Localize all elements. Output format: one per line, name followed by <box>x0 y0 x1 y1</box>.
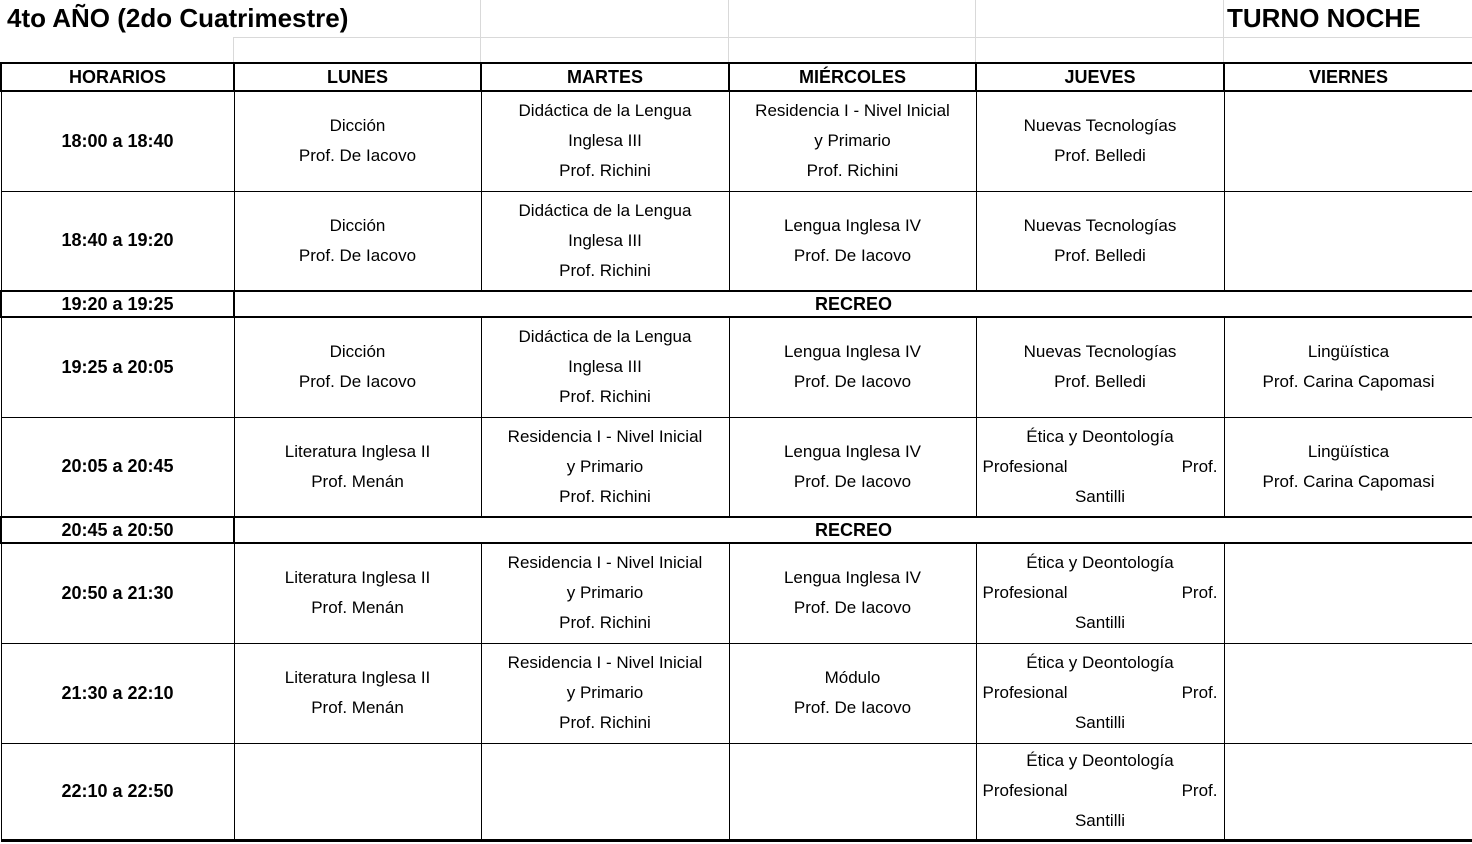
schedule-cell <box>234 643 481 743</box>
recreo-cell: RECREO <box>234 291 1472 317</box>
cell-line: Prof. Carina Capomasi <box>1262 372 1435 392</box>
cell-line: Lingüística <box>1307 342 1390 362</box>
schedule-cell <box>481 543 729 643</box>
schedule-cell <box>1224 91 1472 191</box>
gridline <box>975 0 976 62</box>
schedule-cell <box>976 317 1224 417</box>
schedule-cell <box>234 417 481 517</box>
time-cell: 19:25 a 20:05 <box>1 317 234 417</box>
cell-line <box>978 452 1223 482</box>
cell-line: Prof. De Iacovo <box>793 245 912 265</box>
cell-line: Prof. Belledi <box>1054 146 1146 166</box>
cell-line: Santilli <box>1074 811 1126 830</box>
cell-line: Módulo <box>824 668 881 687</box>
schedule-row <box>1 317 1472 417</box>
schedule-row <box>1 417 1472 517</box>
cell-line: Prof. Belledi <box>1054 372 1146 392</box>
schedule-row <box>1 743 1472 840</box>
gridline <box>1223 0 1224 62</box>
schedule-cell <box>976 543 1224 643</box>
cell-line: Nuevas Tecnologías <box>1023 116 1177 136</box>
cell-line-left: Profesional <box>982 781 1068 800</box>
cell-line: Literatura Inglesa II <box>284 441 431 461</box>
page-title: 4to AÑO (2do Cuatrimestre) <box>7 3 349 33</box>
schedule-cell <box>234 91 481 191</box>
cell-line: Ética y Deontología <box>1026 751 1174 770</box>
schedule-cell <box>234 743 481 840</box>
cell-line: Prof. Richini <box>559 486 651 506</box>
cell-line: Santilli <box>1074 613 1126 633</box>
cell-line: Literatura Inglesa II <box>284 668 431 687</box>
time-cell: 22:10 a 22:50 <box>1 743 234 840</box>
cell-line <box>978 678 1223 708</box>
cell-line: Prof. De Iacovo <box>298 372 417 392</box>
cell-line: Ética y Deontología <box>1026 426 1174 446</box>
cell-line: Prof. Belledi <box>1054 245 1146 265</box>
schedule-row <box>1 191 1472 291</box>
column-header: MARTES <box>481 63 729 91</box>
schedule-cell <box>481 317 729 417</box>
cell-line-right: Prof. <box>1181 583 1218 603</box>
schedule-cell <box>481 643 729 743</box>
schedule-cell <box>729 743 976 840</box>
time-cell: 20:45 a 20:50 <box>1 517 234 543</box>
cell-line-left: Profesional <box>982 583 1068 603</box>
schedule-row <box>1 543 1472 643</box>
cell-line: Prof. De Iacovo <box>298 146 417 166</box>
cell-line: y Primario <box>566 583 644 603</box>
title-area <box>0 0 1472 62</box>
gridline <box>728 0 729 62</box>
column-header: VIERNES <box>1224 63 1472 91</box>
cell-line: Residencia I - Nivel Inicial <box>755 101 950 121</box>
cell-line: Lengua Inglesa IV <box>783 441 922 461</box>
schedule-cell <box>729 317 976 417</box>
cell-line: Residencia I - Nivel Inicial <box>507 426 703 446</box>
cell-line: Ética y Deontología <box>1026 553 1174 573</box>
cell-line: Santilli <box>1074 713 1126 732</box>
cell-line: Prof. Richini <box>559 161 651 181</box>
schedule-cell <box>729 643 976 743</box>
schedule-cell <box>1224 643 1472 743</box>
time-cell: 20:50 a 21:30 <box>1 543 234 643</box>
cell-line: Didáctica de la Lengua <box>518 101 692 121</box>
schedule-cell <box>481 91 729 191</box>
schedule-cell <box>976 91 1224 191</box>
column-header: LUNES <box>234 63 481 91</box>
gridline <box>233 37 234 62</box>
cell-line: Prof. Menán <box>311 698 404 717</box>
cell-line: Prof. Richini <box>559 613 651 633</box>
schedule-cell <box>729 417 976 517</box>
schedule-cell <box>729 191 976 291</box>
column-header: MIÉRCOLES <box>729 63 976 91</box>
cell-line: Nuevas Tecnologías <box>1023 342 1177 362</box>
cell-line: Lengua Inglesa IV <box>783 342 922 362</box>
schedule-cell <box>1224 317 1472 417</box>
schedule-row <box>1 643 1472 743</box>
schedule-cell <box>481 417 729 517</box>
schedule-cell <box>481 743 729 840</box>
cell-line: Prof. De Iacovo <box>793 372 912 392</box>
schedule-cell <box>234 317 481 417</box>
time-cell: 18:40 a 19:20 <box>1 191 234 291</box>
cell-line: Prof. De Iacovo <box>793 471 912 491</box>
cell-line: Prof. Menán <box>311 598 404 618</box>
schedule-table <box>0 62 1472 842</box>
schedule-cell <box>976 417 1224 517</box>
cell-line: Ética y Deontología <box>1026 653 1174 672</box>
schedule-cell <box>481 191 729 291</box>
cell-line <box>978 578 1223 608</box>
shift-title: TURNO NOCHE <box>1227 3 1421 33</box>
schedule-cell <box>976 191 1224 291</box>
cell-line <box>978 776 1223 806</box>
cell-line: Prof. De Iacovo <box>793 698 912 717</box>
gridline <box>480 0 481 62</box>
header-row <box>1 63 1472 91</box>
cell-line: Prof. De Iacovo <box>793 598 912 618</box>
cell-line: Prof. Richini <box>806 161 899 181</box>
column-header: HORARIOS <box>1 63 234 91</box>
recreo-row <box>1 291 1472 317</box>
cell-line: Prof. Richini <box>559 713 651 732</box>
cell-line: Lingüística <box>1307 441 1390 461</box>
cell-line: Didáctica de la Lengua <box>518 200 692 220</box>
cell-line-left: Profesional <box>982 456 1068 476</box>
cell-line: y Primario <box>566 456 644 476</box>
recreo-row <box>1 517 1472 543</box>
cell-line: y Primario <box>814 131 891 151</box>
schedule-cell <box>976 743 1224 840</box>
schedule-cell <box>1224 417 1472 517</box>
time-cell: 19:20 a 19:25 <box>1 291 234 317</box>
cell-line: Santilli <box>1074 486 1126 506</box>
recreo-cell: RECREO <box>234 517 1472 543</box>
schedule-cell <box>1224 543 1472 643</box>
cell-line: Inglesa III <box>568 131 642 151</box>
schedule-cell <box>234 191 481 291</box>
cell-line: Prof. Carina Capomasi <box>1262 471 1435 491</box>
cell-line: Didáctica de la Lengua <box>518 327 692 347</box>
cell-line: Nuevas Tecnologías <box>1023 215 1177 235</box>
schedule-header <box>1 63 1472 91</box>
schedule-cell <box>234 543 481 643</box>
cell-line: Prof. De Iacovo <box>298 245 417 265</box>
schedule-cell <box>729 543 976 643</box>
cell-line-left: Profesional <box>982 683 1068 702</box>
schedule-cell <box>1224 743 1472 840</box>
cell-line: Prof. Richini <box>559 260 651 280</box>
cell-line: Literatura Inglesa II <box>284 568 431 588</box>
cell-line: Residencia I - Nivel Inicial <box>507 553 703 573</box>
cell-line: Residencia I - Nivel Inicial <box>507 653 703 672</box>
cell-line: Prof. Menán <box>311 471 404 491</box>
cell-line: Inglesa III <box>568 230 642 250</box>
cell-line: y Primario <box>566 683 644 702</box>
cell-line-right: Prof. <box>1181 456 1218 476</box>
cell-line: Lengua Inglesa IV <box>783 215 922 235</box>
schedule-cell <box>729 91 976 191</box>
schedule-cell <box>1224 191 1472 291</box>
time-cell: 21:30 a 22:10 <box>1 643 234 743</box>
cell-line: Dicción <box>329 116 386 136</box>
schedule-cell <box>976 643 1224 743</box>
time-cell: 18:00 a 18:40 <box>1 91 234 191</box>
cell-line: Prof. Richini <box>559 387 651 407</box>
cell-line: Inglesa III <box>568 357 642 377</box>
cell-line-right: Prof. <box>1181 683 1218 702</box>
cell-line: Dicción <box>329 215 386 235</box>
cell-line: Dicción <box>329 342 386 362</box>
schedule-body <box>1 91 1472 840</box>
cell-line-right: Prof. <box>1181 781 1218 800</box>
time-cell: 20:05 a 20:45 <box>1 417 234 517</box>
column-header: JUEVES <box>976 63 1224 91</box>
schedule-row <box>1 91 1472 191</box>
cell-line: Lengua Inglesa IV <box>783 568 922 588</box>
